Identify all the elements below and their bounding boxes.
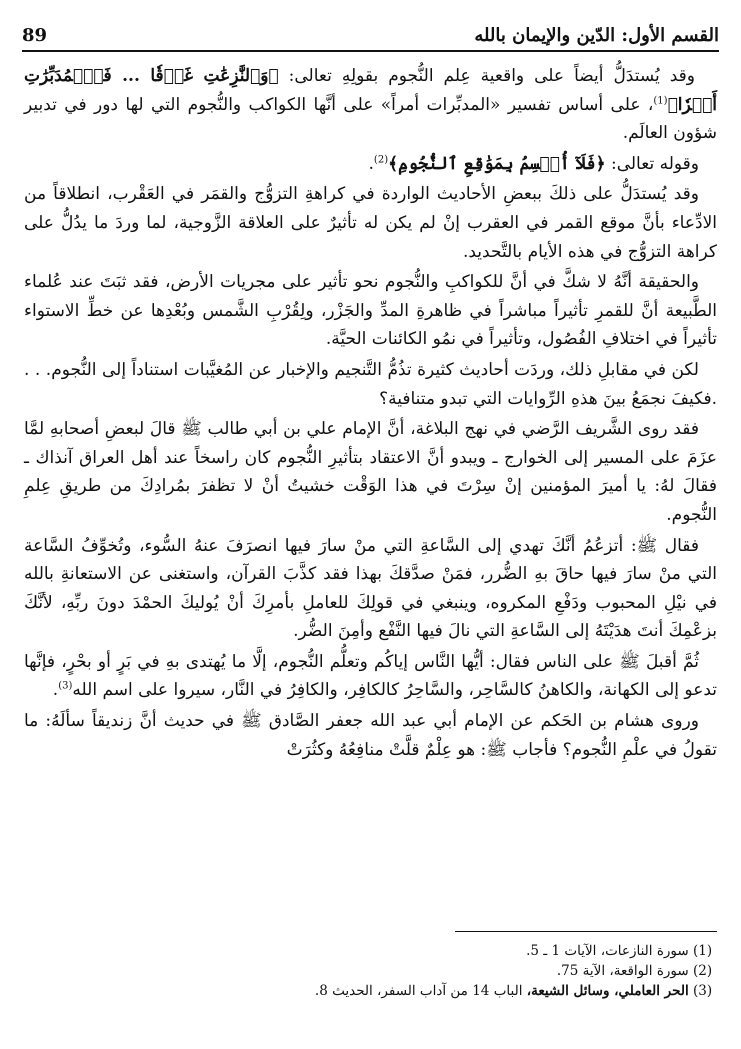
paragraph-1-intro: وقد يُستدَلُّ أيضاً على واقعية عِلم النُّجوم بقولِهِ تعالى:: [278, 66, 695, 86]
footnote-2: [24, 961, 717, 981]
footnote-source: الحر العاملي، وسائل الشيعة،: [526, 983, 689, 999]
footnotes: [24, 941, 717, 1001]
footnote-number: (1): [693, 943, 713, 959]
paragraph-8: [24, 648, 717, 705]
footnote-separator: [455, 931, 717, 932]
page-header: [22, 18, 719, 52]
quran-verse-2: ﴿فَلَآ أُقۡسِمُ بِمَوَٰقِعِ ٱلنُّجُومِ﴾: [388, 153, 606, 174]
paragraph-6: فقد روى الشَّريف الرَّضي في نهج البلاغة، أنَّ الإمام علي بن أبي طالب ﷺ قالَ لبعضِ أصحابهِ لمَّا عزَمَ على المسير إلى الخوارج ـ ويبدو أنَّ الاعتقاد بتأثيرِ النُّجوم كان راسخاً عند أهل العراق آنذاك ـ فقالَ لهُ: يا أميرَ المؤمنين إنْ سِرْتَ في هذا الوَقْت خشيتُ أنْ لا تظفرَ بمُرادِكَ من طريقِ عِلمِ النُّجوم.: [24, 419, 717, 525]
paragraph-2: [24, 150, 717, 179]
paragraph-9: وروى هشام بن الحَكم عن الإمام أبي عبد الله جعفر الصَّادق ﷺ في حديث أنَّ زنديقاً سألَهُ: ما تقولُ في علْمِ النُّجوم؟ فأجاب ﷺ: هو عِلْمٌ قلَّتْ منافِعُهُ وكثُرَتْ: [24, 711, 717, 760]
page-number: 89: [22, 25, 48, 46]
paragraph-1: [24, 62, 717, 148]
main-text: [24, 62, 717, 766]
quran-verse-1: ﴿وَٱلنَّٰزِعَٰتِ غَرۡقٗا ... فَٱلۡمُدَبِّرَٰتِ أَمۡرٗا﴾: [24, 66, 717, 115]
paragraph-2-intro: وقوله تعالى:: [605, 153, 699, 174]
footnote-number: (3): [693, 983, 713, 999]
paragraph-4: والحقيقة أنَّهُ لا شكَّ في أنَّ للكواكبِ والنُّجوم نحو تأثير على مجريات الأرض، فقد ثبَتَ عند عُلماء الطَّبيعة أنَّ للقمرِ تأثيراً مباشراً في ظاهرةِ المدِّ والجَزْر، ولِقُرْبِ الشَّمس وبُعْدِها عن خطِّ الاستواء تأثيراً في اختلافِ الفُصُول، وتأثيراً في نمُو الكائنات الحيَّة.: [24, 272, 717, 350]
footnote-mark-2: (2): [373, 154, 389, 166]
footnote-text: سورة الواقعة، الآية 75.: [556, 963, 689, 979]
footnote-mark-1: (1): [653, 94, 668, 106]
footnote-number: (2): [693, 963, 713, 979]
footnote-3: [24, 981, 717, 1001]
running-head: القسم الأول: الدّين والإيمان بالله: [474, 25, 719, 46]
paragraph-2-rest: .: [368, 153, 374, 174]
footnote-text: سورة النازعات، الآيات 1 ـ 5.: [526, 943, 689, 959]
footnote-text: الباب 14 من آداب السفر، الحديث 8.: [314, 983, 527, 999]
footnote-mark-3: (3): [58, 680, 73, 692]
paragraph-8-rest: .: [52, 680, 59, 701]
paragraph-1-rest: ، على أساس تفسير «المدبِّرات أمراً» على أنَّها الكواكب والنُّجوم التي لها دور في تدبير شؤون العالَم.: [24, 94, 717, 144]
paragraph-7: فقال ﷺ: أتزعُمُ أنَّكَ تهدي إلى السَّاعةِ التي منْ سارَ فيها انصرَفَ عنهُ السُّوء، وتُخوِّفُ السَّاعة التي منْ سارَ فيها حاقَ بهِ الضُّرر، فمَنْ صدَّقكَ بهذا فقد كذَّبَ القرآن، واستغنى عن الاستعانةِ بالله في نيْلِ المحبوب ودَفْعِ المكروه، وينبغي في قولِكَ للعاملِ بأمرِكَ أنْ يُوليكَ الحمْدَ دونَ ربِّهِ، لأنَّكَ بزعْمِكَ أنتَ هدَيْتَهُ إلى السَّاعةِ التي نالَ فيها النَّفْع وأمِنَ الضُّر.: [24, 535, 718, 642]
paragraph-8-text: ثُمَّ أقبلَ ﷺ على الناس فقال: أيُّها النَّاس إياكُم وتعلُّم النُّجوم، إلَّا ما يُهتدى بهِ في بَرٍ أو بحْرٍ، فإنَّها تدعو إلى الكهانة، والكاهنُ كالسَّاحِر، والسَّاحِرُ كالكافِر، والكافِرُ في النَّار، سيروا على اسم الله: [24, 651, 717, 701]
paragraph-5: لكن في مقابلِ ذلك، وردَت أحاديث كثيرة تذُمُّ التَّنجيم والإخبار عن المُغيَّبات استناداً إلى النُّجوم. . . .فكيفَ نجمَعُ بينَ هذهِ الرِّوايات التي تبدو متنافية؟: [24, 359, 717, 409]
footnote-1: [24, 941, 717, 961]
paragraph-3: وقد يُستدَلُّ على ذلكَ ببعضِ الأحاديث الواردة في كراهةِ التزوُّج والقمَر في العَقْرب، انطلاقاً من الادِّعاء بأنَّ موقع القمر في العقرب إنْ لم يكن له تأثيرٌ على العلاقة الزَّوجية، لما وردَ ما يدُلُّ على كراهة التزوُّج في هذه الأيام بالتَّحديد.: [24, 184, 717, 262]
